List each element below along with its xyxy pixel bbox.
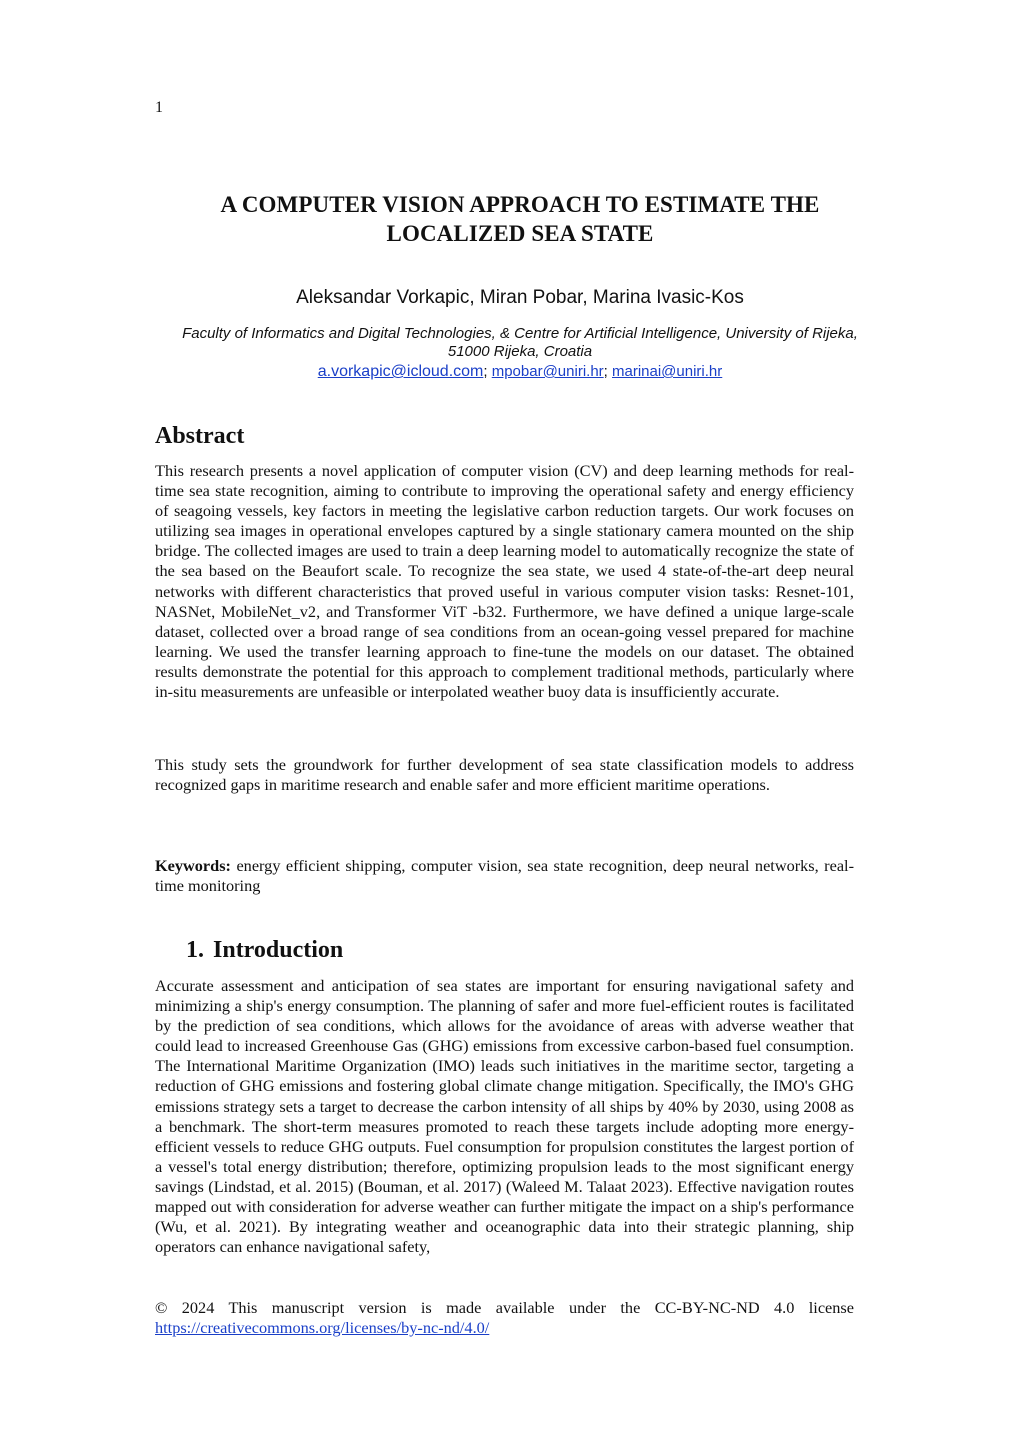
paper-title <box>155 190 885 248</box>
email-separator: ; <box>483 363 488 380</box>
keywords-label: Keywords: <box>155 856 231 875</box>
keywords <box>155 856 854 896</box>
section-number: 1. <box>186 937 204 963</box>
keywords-text: energy efficient shipping, computer vision, sea state recognition, deep neural networks, real-time monitoring <box>155 856 854 896</box>
abstract-paragraph-2: This study sets the groundwork for further development of sea state classification models to address recognized gaps in maritime research and enable safer and more efficient maritime operations. <box>155 755 854 795</box>
license-link[interactable]: https://creativecommons.org/licenses/by-nc-nd/4.0/ <box>155 1318 490 1338</box>
page-number: 1 <box>155 99 163 116</box>
title-line-1: A COMPUTER VISION APPROACH TO ESTIMATE THE <box>220 192 820 217</box>
email-separator: ; <box>603 363 608 380</box>
authors: Aleksandar Vorkapic, Miran Pobar, Marina Ivasic-Kos <box>296 287 744 308</box>
introduction-paragraph-1: Accurate assessment and anticipation of sea states are important for ensuring navigational safety and minimizing a ship's energy consumption. The planning of safer and more fuel-efficient routes is facilitated by the prediction of sea conditions, which allows for the avoidance of areas with adverse weather that could lead to increased Greenhouse Gas (GHG) emissions from excessive carbon-based fuel consumption. The International Maritime Organization (IMO) leads such initiatives in the maritime sector, targeting a reduction of GHG emissions and fostering global climate change mitigation. Specifically, the IMO's GHG emissions strategy sets a target to decrease the carbon intensity of all ships by 40% by 2030, using 2008 as a benchmark. The short-term measures promoted to reach these targets include adopting more energy-efficient vessels to reduce GHG outputs. Fuel consumption for propulsion constitutes the largest portion of a vessel's total energy distribution; therefore, optimizing propulsion leads to the most significant energy savings (Lindstad, et al. 2015) (Bouman, et al. 2017) (Waleed M. Talaat 2023). Effective navigation routes mapped out with consideration for adverse weather can further mitigate the impact on a ship's performance (Wu, et al. 2021). By integrating weather and oceanographic data into their strategic planning, ship operators can enhance navigational safety, <box>155 976 854 1257</box>
email-link-ivasic-kos[interactable]: marinai@uniri.hr <box>612 363 723 380</box>
email-list <box>155 363 885 381</box>
abstract-heading: Abstract <box>155 423 245 449</box>
abstract-paragraph-1: This research presents a novel application of computer vision (CV) and deep learning methods for real-time sea state recognition, aiming to contribute to improving the operational safety and energy efficiency of seagoing vessels, key factors in meeting the legislative carbon reduction targets. Our work focuses on utilizing sea images in operational envelopes captured by a single stationary camera mounted on the ship bridge. The collected images are used to train a deep learning model to automatically recognize the state of the sea based on the Beaufort scale. To recognize the sea state, we used 4 state-of-the-art deep neural networks with different characteristics that proved useful in various computer vision tasks: Resnet-101, NASNet, MobileNet_v2, and Transformer ViT -b32. Furthermore, we have defined a unique large-scale dataset, collected over a broad range of sea conditions from an ocean-going vessel prepared for machine learning. We used the transfer learning approach to fine-tune the models on our dataset. The obtained results demonstrate the potential for this approach to complement traditional methods, particularly where in-situ measurements are unfeasible or interpolated weather buoy data is insufficiently accurate. <box>155 461 854 702</box>
email-link-vorkapic[interactable]: a.vorkapic@icloud.com <box>317 363 484 380</box>
section-title: Introduction <box>213 937 344 963</box>
title-line-2: LOCALIZED SEA STATE <box>386 221 654 246</box>
license-text: © 2024 This manuscript version is made available under the CC-BY-NC-ND 4.0 license <box>155 1298 854 1317</box>
introduction-heading <box>186 937 343 964</box>
email-link-pobar[interactable]: mpobar@uniri.hr <box>491 363 604 380</box>
affiliation: Faculty of Informatics and Digital Technologies, & Centre for Artificial Intelligence, University of Rijeka, 51000 Rijeka, Croatia <box>182 325 858 360</box>
license-footer <box>155 1298 854 1338</box>
